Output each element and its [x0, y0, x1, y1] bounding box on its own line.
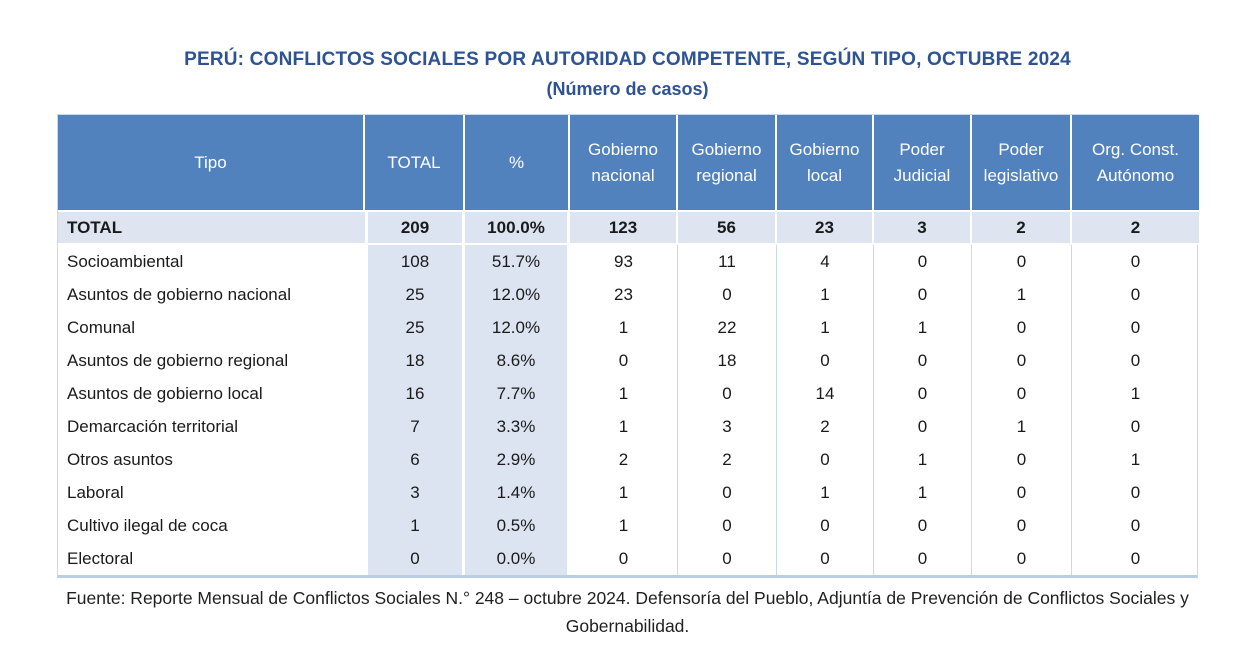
- table-cell: 100.0%: [465, 212, 570, 245]
- table-cell: 23: [777, 212, 874, 245]
- table-cell: 1: [365, 509, 465, 542]
- table-cell: 3: [365, 476, 465, 509]
- table-cell: 25: [365, 311, 465, 344]
- table-cell: 0: [678, 542, 777, 575]
- table-cell: 209: [365, 212, 465, 245]
- table-cell: 22: [678, 311, 777, 344]
- table-cell: 0: [874, 410, 972, 443]
- table-cell: 0: [678, 278, 777, 311]
- table-cell: 12.0%: [465, 278, 570, 311]
- table-cell: 14: [777, 377, 874, 410]
- table-cell: 1: [570, 476, 678, 509]
- table-cell: 0: [1130, 482, 1141, 502]
- table-cell: 3: [678, 410, 777, 443]
- table-cell: 0: [570, 344, 678, 377]
- table-row-demarcacion-territorial: [58, 410, 1199, 443]
- table-cell: 0: [777, 443, 874, 476]
- table-cell: 0: [972, 509, 1072, 542]
- table-cell: 123: [570, 212, 678, 245]
- table-cell: 2.9%: [465, 443, 570, 476]
- table-cell: 12.0%: [465, 311, 570, 344]
- total-row: [58, 212, 1199, 245]
- title-line-1: PERÚ: CONFLICTOS SOCIALES POR AUTORIDAD COMPETENTE, SEGÚN TIPO, OCTUBRE 2024: [184, 49, 1071, 70]
- table-cell: 0: [874, 344, 972, 377]
- column-header-tipo: Tipo: [58, 115, 365, 212]
- table-row-laboral: [58, 476, 1199, 509]
- column-header-percent: %: [465, 115, 570, 212]
- table-cell: 2: [678, 443, 777, 476]
- row-label: Asuntos de gobierno local: [67, 383, 263, 403]
- table-cell: 3: [874, 212, 972, 245]
- source-text: Fuente: Reporte Mensual de Conflictos Sociales N.° 248 – octubre 2024. Defensoría del Pueblo, Adjuntía de Prevención de Conflictos Sociales y Gobernabilidad.: [66, 588, 1189, 636]
- row-label: Asuntos de gobierno nacional: [67, 284, 291, 304]
- table-cell: 0: [1130, 317, 1141, 337]
- table-cell: 7.7%: [465, 377, 570, 410]
- table-cell: 0: [1130, 515, 1141, 535]
- table-cell: 0.0%: [465, 542, 570, 575]
- table-cell: 1: [570, 509, 678, 542]
- row-label: Asuntos de gobierno regional: [67, 350, 289, 370]
- table-cell: 1: [874, 443, 972, 476]
- title-subtitle: (Número de casos): [546, 79, 709, 99]
- row-label: Demarcación territorial: [67, 416, 238, 436]
- column-header-total: TOTAL: [365, 115, 465, 212]
- row-label: Otros asuntos: [67, 449, 173, 469]
- table-row-asuntos-gobierno-local: [58, 377, 1199, 410]
- column-header-org-const-autonomo: Org. Const. Autónomo: [1072, 115, 1199, 212]
- table-cell: 3.3%: [465, 410, 570, 443]
- table-cell: 8.6%: [465, 344, 570, 377]
- column-header-poder-legislativo: Poder legislativo: [972, 115, 1072, 212]
- table-cell: 0: [777, 344, 874, 377]
- conflicts-table-container: [57, 114, 1198, 578]
- table-cell: 25: [365, 278, 465, 311]
- table-cell: 1: [570, 377, 678, 410]
- table-cell: 0: [1130, 416, 1141, 436]
- table-cell: 51.7%: [465, 245, 570, 278]
- table-row-asuntos-gobierno-nacional: [58, 278, 1199, 311]
- table-cell: 0: [972, 443, 1072, 476]
- table-cell: 0: [777, 509, 874, 542]
- table-cell: 56: [678, 212, 777, 245]
- table-cell: 0: [1130, 548, 1141, 568]
- column-header-gobierno-local: Gobierno local: [777, 115, 874, 212]
- table-cell: 7: [365, 410, 465, 443]
- table-cell: 0: [1130, 284, 1141, 304]
- table-cell: 2: [777, 410, 874, 443]
- table-cell: 0: [678, 476, 777, 509]
- row-label: Socioambiental: [67, 251, 184, 271]
- row-label: Laboral: [67, 482, 124, 502]
- table-cell: 2: [972, 212, 1072, 245]
- source-note: [0, 584, 1255, 640]
- table-row-comunal: [58, 311, 1199, 344]
- chart-title: [0, 44, 1255, 104]
- table-cell: 0: [874, 509, 972, 542]
- table-cell: 1: [777, 476, 874, 509]
- table-cell: 0: [874, 245, 972, 278]
- table-cell: 18: [678, 344, 777, 377]
- table-row-cultivo-ilegal-de-coca: [58, 509, 1199, 542]
- table-cell: 0: [874, 278, 972, 311]
- table-cell: 2: [1072, 212, 1199, 245]
- table-cell: 2: [570, 443, 678, 476]
- table-cell: 6: [365, 443, 465, 476]
- header-row: [58, 115, 1199, 212]
- table-cell: 1: [874, 311, 972, 344]
- table-cell: 0.5%: [465, 509, 570, 542]
- row-label: Electoral: [67, 548, 134, 568]
- table-cell: 1: [570, 410, 678, 443]
- conflicts-table: [58, 115, 1199, 575]
- table-cell: 1: [874, 476, 972, 509]
- table-cell: 16: [365, 377, 465, 410]
- table-cell: 0: [570, 542, 678, 575]
- table-cell: 0: [874, 542, 972, 575]
- table-row-otros-asuntos: [58, 443, 1199, 476]
- table-cell: 1: [570, 311, 678, 344]
- table-cell: 0: [972, 476, 1072, 509]
- table-row-electoral: [58, 542, 1199, 575]
- table-row-socioambiental: [58, 245, 1199, 278]
- column-header-poder-judicial: Poder Judicial: [874, 115, 972, 212]
- table-cell: 0: [365, 542, 465, 575]
- table-cell: 0: [777, 542, 874, 575]
- row-label: Cultivo ilegal de coca: [67, 515, 228, 535]
- table-cell: 1: [972, 278, 1072, 311]
- column-header-gobierno-regional: Gobierno regional: [678, 115, 777, 212]
- table-cell: 0: [972, 377, 1072, 410]
- table-cell: 1: [972, 410, 1072, 443]
- table-cell: 11: [678, 245, 777, 278]
- table-cell: 93: [570, 245, 678, 278]
- table-cell: 0: [678, 509, 777, 542]
- table-cell: 1: [777, 311, 874, 344]
- table-cell: 4: [777, 245, 874, 278]
- table-cell: 18: [365, 344, 465, 377]
- table-cell: 0: [1130, 251, 1141, 271]
- table-row-asuntos-gobierno-regional: [58, 344, 1199, 377]
- row-label: TOTAL: [58, 212, 365, 245]
- table-cell: 0: [678, 377, 777, 410]
- row-label: Comunal: [67, 317, 136, 337]
- column-header-gobierno-nacional: Gobierno nacional: [570, 115, 678, 212]
- table-cell: 0: [972, 542, 1072, 575]
- table-cell: 1: [1130, 449, 1141, 469]
- table-cell: 0: [972, 311, 1072, 344]
- table-cell: 1: [1130, 383, 1141, 403]
- table-cell: 108: [365, 245, 465, 278]
- table-cell: 1: [777, 278, 874, 311]
- table-cell: 0: [972, 344, 1072, 377]
- table-cell: 23: [570, 278, 678, 311]
- table-cell: 0: [874, 377, 972, 410]
- table-cell: 0: [972, 245, 1072, 278]
- table-cell: 1.4%: [465, 476, 570, 509]
- table-cell: 0: [1130, 350, 1141, 370]
